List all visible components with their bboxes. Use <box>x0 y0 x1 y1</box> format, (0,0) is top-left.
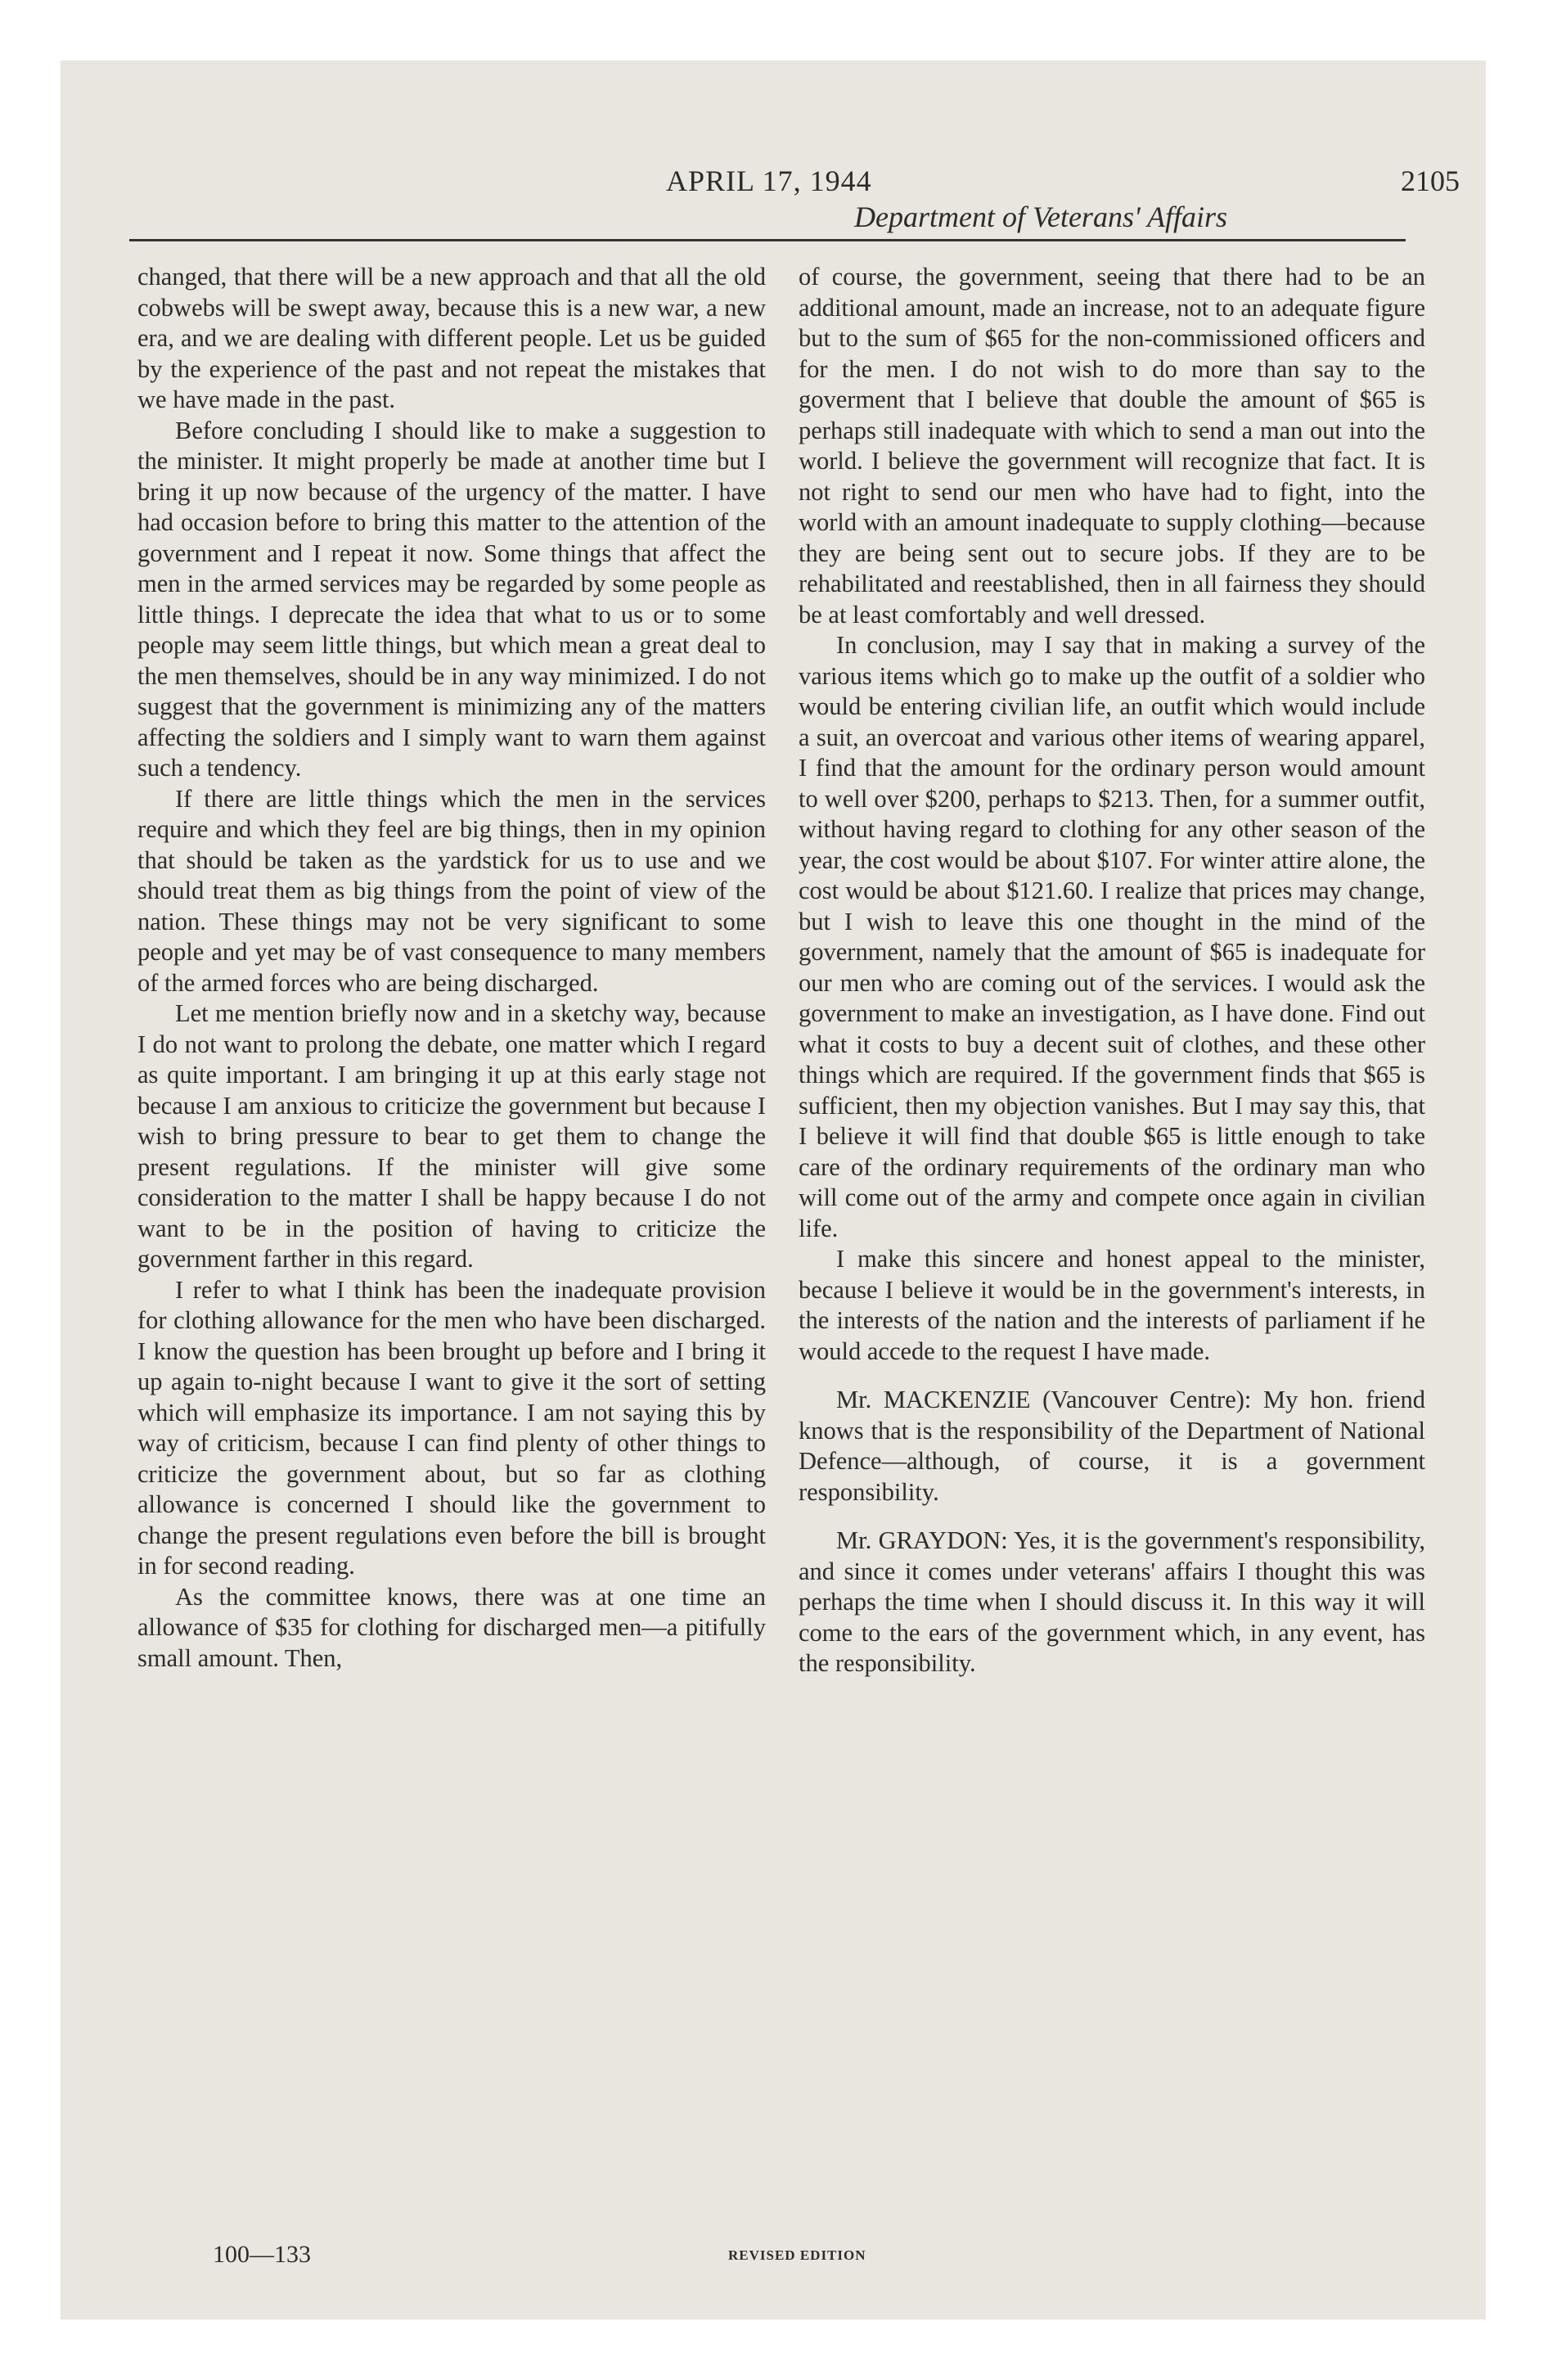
page-date: APRIL 17, 1944 <box>666 165 872 197</box>
left-column <box>137 262 766 1674</box>
right-column <box>799 262 1425 1679</box>
paragraph: I refer to what I think has been the inadequate provision for clothing allowance for the men who have been discharged. I know the question has been brought up before and I bring it up again to-night because I want to give it the sort of setting which will emphasize its importance. I am not saying this by way of criticism, because I can find plenty of other things to criticize the government about, but so far as clothing allowance is concerned I should like the government to change the present regulations even before the bill is brought in for second reading. <box>137 1275 766 1580</box>
header-divider <box>129 239 1406 241</box>
paragraph: Let me mention briefly now and in a sketchy way, because I do not want to prolong the debate, one matter which I regard as quite important. I am bringing it up at this early stage not because I am anxious to criticize the government but because I wish to bring pressure to bear to get them to change the present regulations. If the minister will give some consideration to the matter I shall be happy because I do not want to be in the position of having to criticize the government farther in this regard. <box>137 999 766 1273</box>
paragraph: Mr. MACKENZIE (Vancouver Centre): My hon. friend knows that is the responsibility of the Department of National Defence—although, of course, it is a government responsibility. <box>799 1386 1425 1506</box>
paragraph: As the committee knows, there was at one time an allowance of $35 for clothing for discharged men—a pitifully small amount. Then, <box>137 1582 766 1672</box>
paragraph: Before concluding I should like to make a suggestion to the minister. It might properly be made at another time but I bring it up now because of the urgency of the matter. I have had occasion before to bring this matter to the attention of the government and I repeat it now. Some things that affect the men in the armed services may be regarded by some people as little things. I deprecate the idea that what to us or to some people may seem little things, but which mean a great deal to the men themselves, should be in any way minimized. I do not suggest that the government is minimizing any of the matters affecting the soldiers and I simply want to warn them against such a tendency. <box>137 416 766 782</box>
paragraph: changed, that there will be a new approach and that all the old cobwebs will be swept away, because this is a new war, a new era, and we are dealing with different people. Let us be guided by the experience of the past and not repeat the mistakes that we have made in the past. <box>137 263 766 413</box>
paragraph: In conclusion, may I say that in making a survey of the various items which go to make up the outfit of a soldier who would be entering civilian life, an outfit which would include a suit, an overcoat and various other items of wearing apparel, I find that the amount for the ordinary person would amount to well over $200, perhaps to $213. Then, for a summer outfit, without having regard to clothing for any other season of the year, the cost would be about $107. For winter attire alone, the cost would be about $121.60. I realize that prices may change, but I wish to leave this one thought in the mind of the government, namely that the amount of $65 is inadequate for our men who are coming out of the services. I would ask the government to make an investigation, as I have done. Find out what it costs to buy a decent suit of clothes, and these other things which are required. If the government finds that $65 is sufficient, then my objection vanishes. But I may say this, that I believe it will find that double $65 is little enough to take care of the ordinary requirements of the ordinary man who will come out of the army and compete once again in civilian life. <box>799 631 1425 1242</box>
paragraph: of course, the government, seeing that there had to be an additional amount, made an increase, not to an adequate figure but to the sum of $65 for the non-commissioned officers and for the men. I do not wish to do more than say to the goverment that I believe that double the amount of $65 is perhaps still inadequate with which to send a man out into the world. I believe the government will recognize that fact. It is not right to send our men who have had to fight, into the world with an amount inadequate to supply clothing—because they are being sent out to secure jobs. If they are to be rehabilitated and reestablished, then in all fairness they should be at least comfortably and well dressed. <box>799 263 1425 629</box>
section-title: Department of Veterans' Affairs <box>854 201 1228 233</box>
paragraph: I make this sincere and honest appeal to the minister, because I believe it would be in the government's interests, in the interests of the nation and the interests of parliament if he would accede to the request I have made. <box>799 1245 1425 1365</box>
paragraph: Mr. GRAYDON: Yes, it is the government's responsibility, and since it comes under veterans' affairs I thought this was perhaps the time when I should discuss it. In this way it will come to the ears of the government which, in any event, has the responsibility. <box>799 1526 1425 1677</box>
footer-code: 100—133 <box>213 2241 311 2268</box>
scanned-page <box>61 61 1486 2319</box>
paragraph: If there are little things which the men in the services require and which they feel are big things, then in my opinion that should be taken as the yardstick for us to use and we should treat them as big things from the point of view of the nation. These things may not be very significant to some people and yet may be of vast consequence to many members of the armed forces who are being discharged. <box>137 784 766 997</box>
page-number: 2105 <box>1401 165 1460 197</box>
footer-edition: REVISED EDITION <box>728 2247 866 2263</box>
